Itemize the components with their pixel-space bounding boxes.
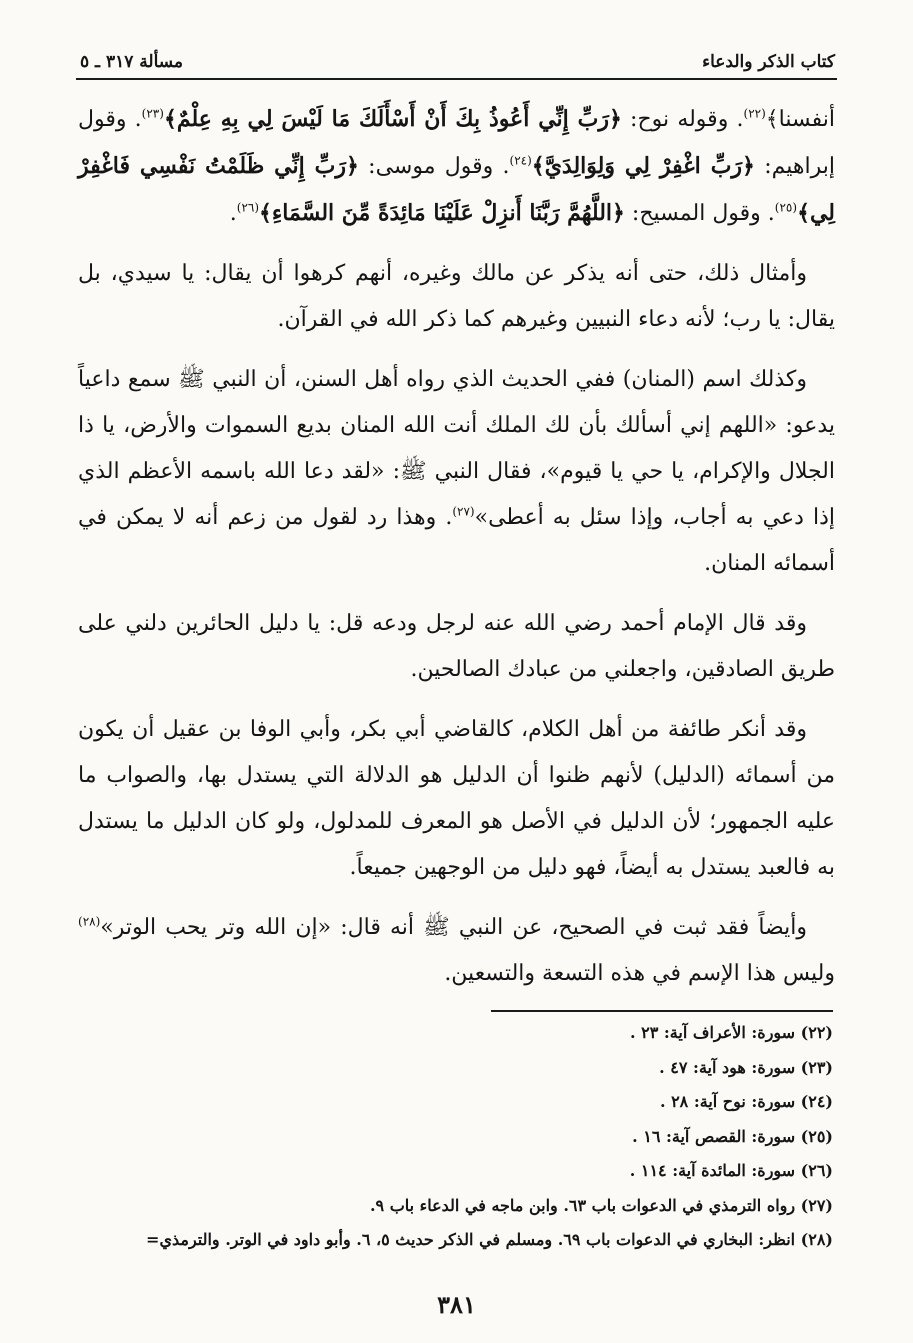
paragraph bbox=[78, 96, 835, 237]
quran-quote: ﴿رَبِّ إِنِّي أَعُوذُ بِكَ أَنْ أَسْأَلَكَ مَا لَيْسَ لِي بِهِ عِلْمٌ﴾ bbox=[163, 106, 622, 132]
text-run: . وقول موسى: bbox=[358, 154, 510, 179]
book-title: كتاب الذكر والدعاء bbox=[702, 52, 835, 72]
main-text bbox=[78, 96, 835, 1011]
footnote: (٢٥) سورة: القصص آية: ١٦ . bbox=[632, 1126, 833, 1146]
footnote: (٢٨) انظر: البخاري في الدعوات باب ٦٩. ومسلم في الذكر حديث ٥، ٦. وأبو داود في الوتر. والترمذي= bbox=[146, 1230, 833, 1249]
text-run: وليس هذا الإسم في هذه التسعة والتسعين. bbox=[444, 961, 835, 986]
footnote-ref: (٢٧) bbox=[452, 504, 475, 519]
footnote: (٢٧) رواه الترمذي في الدعوات باب ٦٣. وابن ماجه في الدعاء باب ٩. bbox=[369, 1195, 833, 1215]
quran-quote: ﴿رَبِّ اغْفِرْ لِي وَلِوَالِدَيَّ﴾ bbox=[531, 153, 755, 179]
quran-quote: ﴿رَبِّ إِنِّي ظَلَمْتُ نَفْسِي فَاغْفِرْ لِي﴾ bbox=[78, 153, 835, 226]
footnote-ref: (٢٥) bbox=[774, 200, 798, 215]
text-run: وكذلك اسم (المنان) ففي الحديث الذي رواه أهل السنن، أن النبي ﷺ سمع داعياً يدعو: «اللهم إني أسألك بأن لك الملك أنت الله المنان بديع السموات والأرض، يا ذا الجلال والإكرام، يا حي يا قيوم»، فقال النبي ﷺ: «لقد دعا الله باسمه الأعظم الذي إذا دعي به أجاب، وإذا سئل به أعطى» bbox=[78, 367, 836, 530]
text-run: وقد أنكر طائفة من أهل الكلام، كالقاضي أبي بكر، وأبي الوفا بن عقيل أن يكون من أسمائه (الدليل) لأنهم ظنوا أن الدليل هو الدلالة التي يستدل بها، والصواب ما عليه الجمهور؛ لأن الدليل في الأصل هو المعرف للمدلول، ولو كان الدليل ما يستدل به فالعبد يستدل به أيضاً، فهو دليل من الوجهين جميعاً. bbox=[78, 717, 835, 880]
footnote-ref: (٢٤) bbox=[509, 153, 532, 168]
paragraph bbox=[78, 707, 835, 891]
text-run: . وقول المسيح: bbox=[624, 201, 775, 226]
page-number: ٣٨١ bbox=[437, 1290, 476, 1319]
text-run: . وقوله نوح: bbox=[621, 107, 744, 132]
paragraph bbox=[78, 905, 835, 997]
footnote-ref: (٢٣) bbox=[141, 106, 164, 121]
paragraph bbox=[78, 251, 835, 343]
text-run: . وقول إبراهيم: bbox=[78, 107, 835, 179]
text-run: وأمثال ذلك، حتى أنه يذكر عن مالك وغيره، أنهم كرهوا أن يقال: يا سيدي، بل يقال: يا رب؛ لأنه دعاء النبيين وغيرهم كما ذكر الله في القرآن. bbox=[78, 261, 835, 332]
footnote-ref: (٢٨) bbox=[78, 914, 101, 929]
footnote: (٢٣) سورة: هود آية: ٤٧ . bbox=[659, 1057, 833, 1077]
text-run: . bbox=[229, 201, 237, 226]
issue-label: مسألة ٣١٧ ـ ٥ bbox=[80, 52, 184, 72]
footnote: (٢٤) سورة: نوح آية: ٢٨ . bbox=[659, 1092, 833, 1111]
paragraph bbox=[78, 357, 835, 587]
header-rule bbox=[76, 78, 837, 80]
footnote-ref: (٢٦) bbox=[236, 200, 260, 215]
text-run: . وهذا رد لقول من زعم أنه لا يمكن في أسمائه المنان. bbox=[78, 505, 835, 576]
quran-quote: ﴿اللَّهُمَّ رَبَّنَا أَنزِلْ عَلَيْنَا مَائِدَةً مِّنَ السَّمَاءِ﴾ bbox=[259, 200, 625, 226]
running-header bbox=[80, 38, 835, 72]
text-run: أنفسنا﴾ bbox=[765, 107, 835, 132]
footnotes bbox=[60, 1016, 833, 1258]
text-run: وقد قال الإمام أحمد رضي الله عنه لرجل ودعه قل: يا دليل الحائرين دلني على طريق الصادقين، واجعلني من عبادك الصالحين. bbox=[78, 611, 835, 682]
footnote-rule bbox=[491, 1010, 833, 1012]
footnote: (٢٢) سورة: الأعراف آية: ٢٣ . bbox=[630, 1023, 833, 1042]
footnote: (٢٦) سورة: المائدة آية: ١١٤ . bbox=[629, 1161, 833, 1180]
paragraph bbox=[78, 601, 835, 693]
footnote-ref: (٢٢) bbox=[743, 106, 766, 121]
text-run: وأيضاً فقد ثبت في الصحيح، عن النبي ﷺ أنه قال: «إن الله وتر يحب الوتر» bbox=[100, 915, 807, 940]
